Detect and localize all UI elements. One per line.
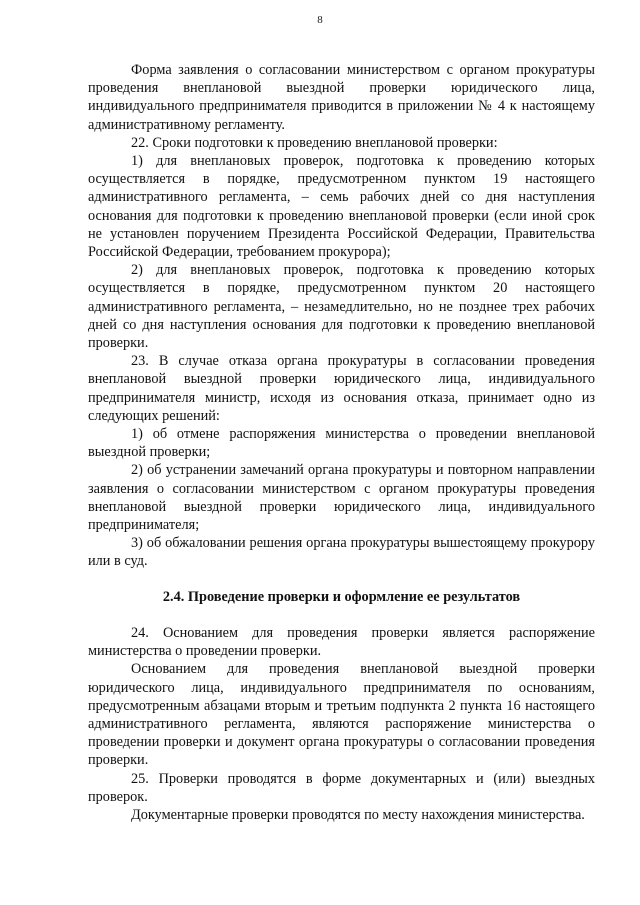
document-body xyxy=(88,61,595,824)
paragraph: 24. Основанием для проведения проверки является распоряжение министерства о проведении проверки. xyxy=(88,624,595,660)
paragraph: 1) об отмене распоряжения министерства о проведении внеплановой выездной проверки; xyxy=(88,426,595,461)
paragraph: 25. Проверки проводятся в форме документарных и (или) выездных проверок. xyxy=(88,770,595,805)
paragraph: 22. Сроки подготовки к проведению внеплановой проверки: xyxy=(131,134,498,151)
paragraph: Форма заявления о согласовании министерством с органом прокуратуры проведения внеплановой выездной проверки юридического лица, индивидуального предпринимателя приводится в приложении № 4 к настоящему административному регламенту. xyxy=(88,62,595,133)
paragraph: 3) об обжаловании решения органа прокуратуры вышестоящему прокурору или в суд. xyxy=(88,535,595,570)
page-number: 8 xyxy=(317,14,323,26)
paragraph: 2) для внеплановых проверок, подготовка к проведению которых осуществляется в порядке, предусмотренном пунктом 20 настоящего административного регламента, – незамедлительно, но не позднее трех рабочих дней со дня наступления основания для подготовки к проведению внеплановой проверки. xyxy=(88,262,595,352)
paragraph: 2) об устранении замечаний органа прокуратуры и повторном направлении заявления о согласовании министерством с органом прокуратуры проведения внеплановой выездной проверки юридического лица, индивидуального предпринимателя; xyxy=(88,462,595,534)
paragraph: 23. В случае отказа органа прокуратуры в согласовании проведения внеплановой выездной проверки юридического лица, индивидуального предпринимателя министр, исходя из основания отказа, принимает одно из следующих решений: xyxy=(88,353,595,424)
paragraph: Документарные проверки проводятся по месту нахождения министерства. xyxy=(131,806,585,823)
section-heading: 2.4. Проведение проверки и оформление ее результатов xyxy=(162,588,521,605)
paragraph: 1) для внеплановых проверок, подготовка к проведению которых осуществляется в порядке, предусмотренном пунктом 19 настоящего административного регламента, – семь рабочих дней со дня наступления основания для подготовки к проведению внеплановой проверки (если иной срок не установлен поручением Президента Российской Федерации, Правительства Российской Федерации, требованием прокурора); xyxy=(88,153,595,261)
paragraph: Основанием для проведения внеплановой выездной проверки юридического лица, индивидуального предпринимателя по основаниям, предусмотренным абзацами вторым и третьим подпункта 2 пункта 16 настоящего административного регламента, являются распоряжение министерства о проведении проверки и документ органа прокуратуры о согласовании проведения проверки. xyxy=(88,661,595,769)
